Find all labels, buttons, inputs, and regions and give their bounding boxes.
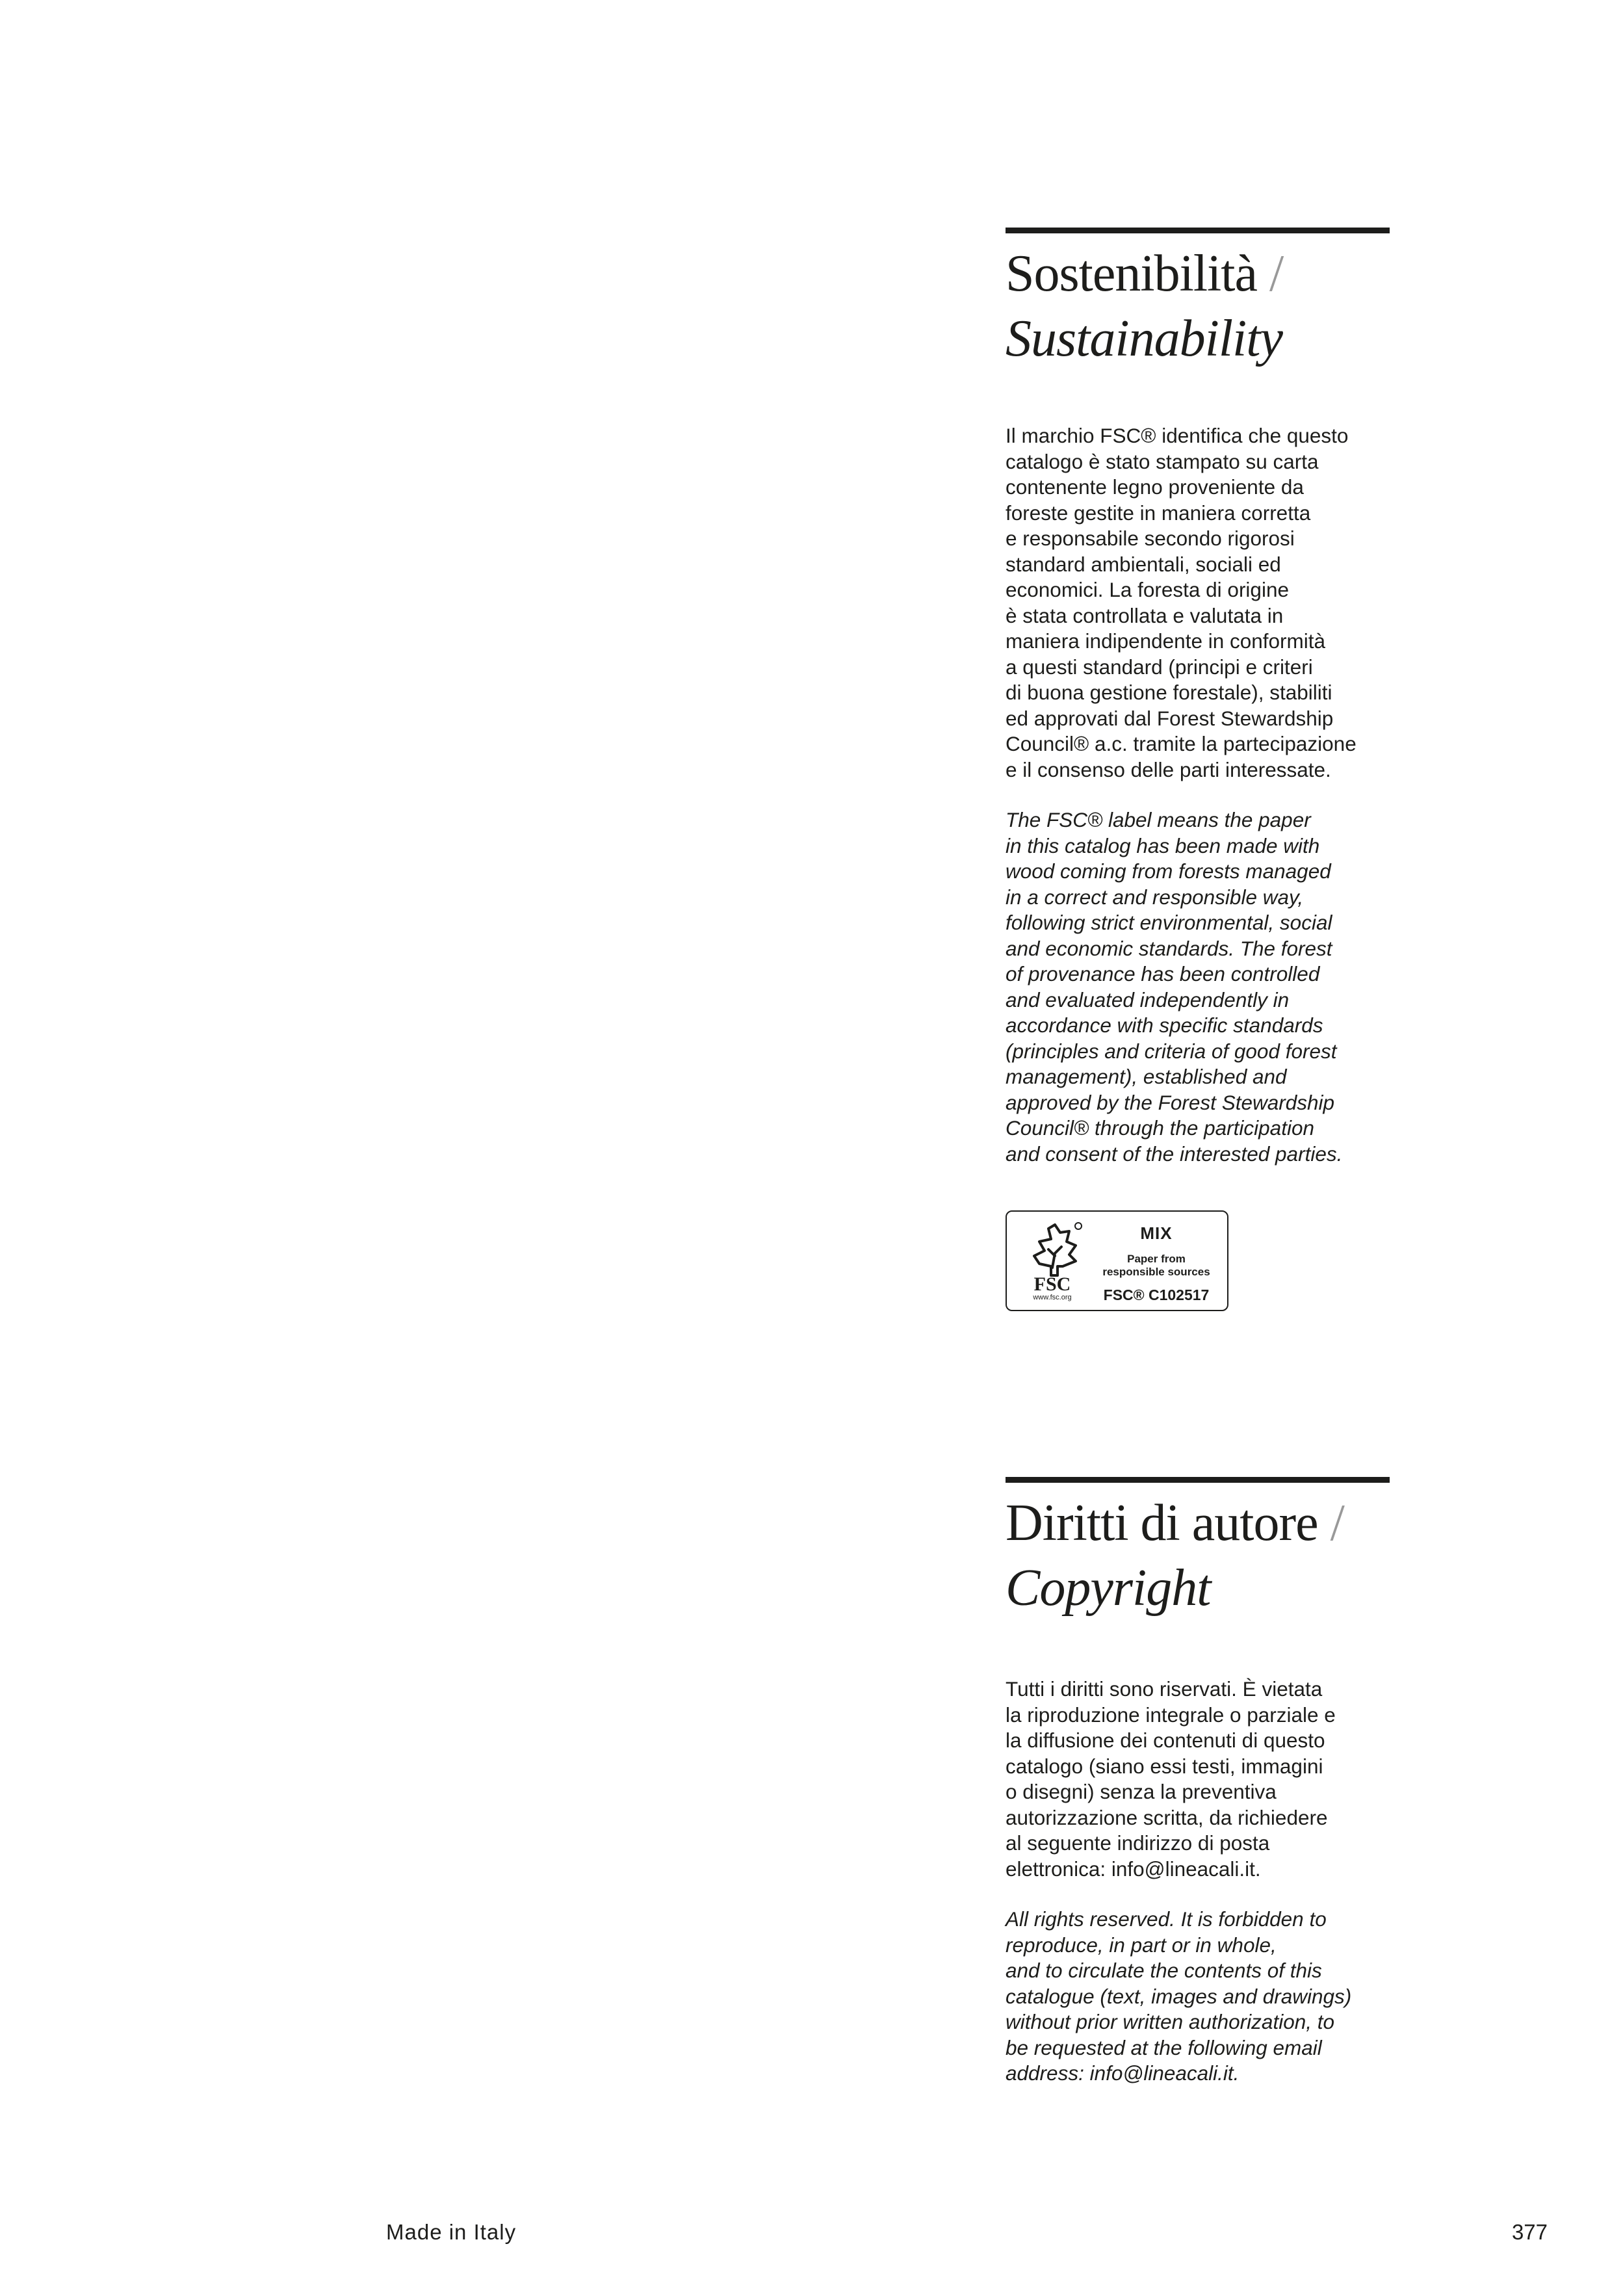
fsc-mix-label: MIX xyxy=(1140,1223,1173,1243)
sustainability-text-italian: Il marchio FSC® identifica che questo catalogo è stato stampato su carta contenente legno proveniente da foreste gestite in maniera corretta e responsabile secondo rigorosi standard ambientali, sociali ed economici. La foresta di origine è stata controllata e valutata in maniera indipendente in conformità a questi standard (principi e criteri di buona gestione forestale), stabiliti ed approvati dal Forest Stewardship Council® a.c. tramite la partecipazione e il consenso delle parti interessate. xyxy=(1006,424,1357,781)
fsc-sources-label: Paper from responsible sources xyxy=(1102,1253,1210,1278)
copyright-text-italian: Tutti i diritti sono riservati. È vietata la riproduzione integrale o parziale e la diffusione dei contenuti di questo catalogo (siano essi testi, immagini o disegni) senza la preventiva autorizzazione scritta, da richiedere al seguente indirizzo di posta elettronica: info@lineacali.it. xyxy=(1006,1677,1336,1881)
fsc-label-block xyxy=(1091,1223,1221,1304)
sustainability-heading xyxy=(1006,241,1390,371)
footer-made-in-italy: Made in Italy xyxy=(386,2220,517,2244)
copyright-section xyxy=(1006,1477,1390,2087)
copyright-heading xyxy=(1006,1491,1390,1621)
copyright-text-english: All rights reserved. It is forbidden to reproduce, in part or in whole, and to circulate the contents of this catalogue (text, images and drawings) without prior written authorization, to be requested at the following email address: info@lineacali.it. xyxy=(1006,1907,1352,2085)
section-rule xyxy=(1006,228,1390,233)
heading-separator: / xyxy=(1330,1494,1344,1552)
fsc-license-code: FSC® C102517 xyxy=(1103,1286,1210,1303)
sustainability-text-english: The FSC® label means the paper in this catalog has been made with wood coming from forests managed in a correct and responsible way, following strict environmental, social and economic standards. The forest of provenance has been controlled and evaluated independently in accordance with specific standards (principles and criteria of good forest management), established and approved by the Forest Stewardship Council® through the participation and consent of the interested parties. xyxy=(1006,808,1343,1166)
heading-english: Copyright xyxy=(1006,1559,1211,1617)
fsc-tree-icon xyxy=(1015,1217,1090,1301)
fsc-certification-logo xyxy=(1006,1210,1228,1311)
section-rule xyxy=(1006,1477,1390,1483)
fsc-website-text: www.fsc.org xyxy=(1033,1294,1072,1301)
heading-italian: Sostenibilità xyxy=(1006,245,1257,302)
heading-italian: Diritti di autore xyxy=(1006,1494,1318,1552)
page-number: 377 xyxy=(1511,2220,1548,2244)
heading-separator: / xyxy=(1269,245,1284,302)
sustainability-section xyxy=(1006,228,1390,1167)
heading-english: Sustainability xyxy=(1006,310,1282,367)
fsc-brand-text: FSC xyxy=(1033,1273,1071,1295)
